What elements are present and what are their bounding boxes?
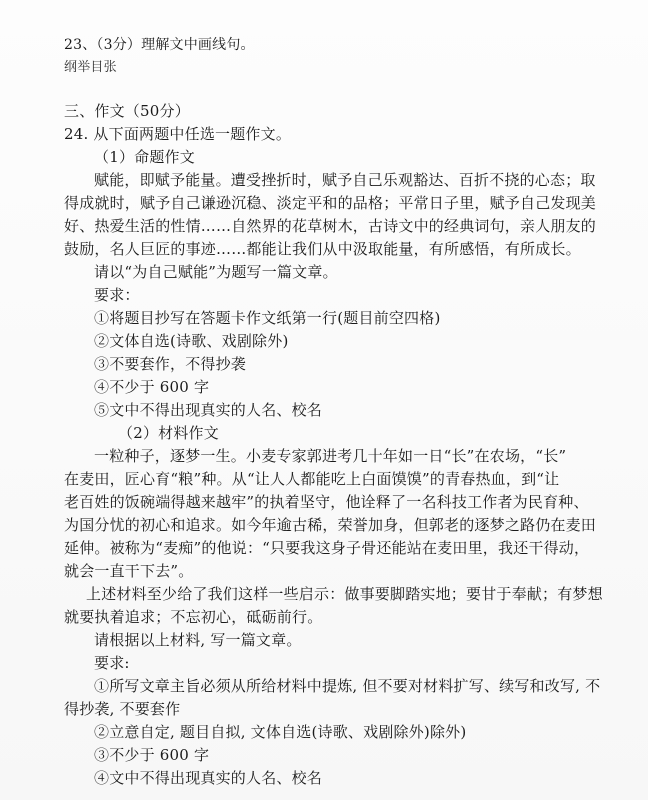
prompt1-requirement: ⑤文中不得出现真实的人名、校名 [94,401,323,419]
q23-answer: 纲举目张 [64,60,117,75]
prompt2-title: （2）材料作文 [118,424,219,442]
section-heading: 三、作文（50分） [64,102,190,120]
prompt2-material-line: 为国分忧的初心和追求。如今年逾古稀，荣誉加身，但郭老的逐梦之路仍在麦田 [64,516,597,534]
prompt1-paragraph-line: 鼓励，名人巨匠的事迹……都能让我们从中汲取能量，有所感悟，有所成长。 [64,240,581,258]
prompt2-material-line: 就会一直干下去”。 [64,562,194,580]
prompt1-requirement: ③不要套作，不得抄袭 [94,355,247,373]
prompt2-material-line: 老百姓的饭碗端得越来越牢”的执着坚守，他诠释了一名科技工作者为民育种、 [64,493,589,511]
prompt1-instruction: 请以“为自己赋能”为题写一篇文章。 [94,263,338,281]
prompt2-material-line: 就要执着追求；不忘初心，砥砺前行。 [64,608,323,626]
prompt2-instruction: 请根据以上材料, 写一篇文章。 [94,631,302,649]
prompt1-paragraph-line: 得成就时，赋予自己谦逊沉稳、淡定平和的品格；平常日子里，赋予自己发现美 [64,194,597,212]
prompt1-paragraph-line: 赋能，即赋予能量。遭受挫折时，赋予自己乐观豁达、百折不挠的心态；取 [94,171,596,189]
prompt2-requirement: ④文中不得出现真实的人名、校名 [94,769,323,787]
prompt1-requirements-label: 要求： [94,286,140,304]
prompt1-paragraph-line: 好、热爱生活的性情……自然界的花草树木，古诗文中的经典词句，亲人朋友的 [64,217,597,235]
prompt1-requirement: ④不少于 600 字 [94,378,210,396]
prompt1-requirement: ①将题目抄写在答题卡作文纸第一行(题目前空四格) [94,309,441,327]
prompt2-requirement: ②立意自定, 题目自拟, 文体自选(诗歌、戏剧除外)除外) [94,723,467,741]
prompt2-material-line: 上述材料至少给了我们这样一些启示：做事要脚踏实地；要甘于奉献；有梦想 [86,585,603,603]
prompt2-material-line: 在麦田，匠心育“粮”种。从“让人人都能吃上白面馍馍”的青春热血，到“让 [64,470,560,488]
prompt2-material-line: 延伸。被称为“麦痴”的他说：“只要我这身子骨还能站在麦田里，我还干得动， [64,539,590,557]
prompt2-requirement: ③不少于 600 字 [94,746,210,764]
prompt2-requirements-label: 要求: [94,654,130,672]
prompt2-requirement: ①所写文章主旨必须从所给材料中提炼, 但不要对材料扩写、续写和改写, 不 [94,677,601,695]
q24-instruction: 24. 从下面两题中任选一题作文。 [64,125,292,143]
prompt2-requirement-continued: 得抄袭, 不要套作 [64,700,181,718]
prompt1-title: （1）命题作文 [94,148,195,166]
prompt1-requirement: ②文体自选(诗歌、戏剧除外) [94,332,289,350]
prompt2-material-line: 一粒种子，逐梦一生。小麦专家郭进考几十年如一日“长”在农场，“长” [94,447,567,465]
q23-title: 23、（3分）理解文中画线句。 [64,37,255,53]
